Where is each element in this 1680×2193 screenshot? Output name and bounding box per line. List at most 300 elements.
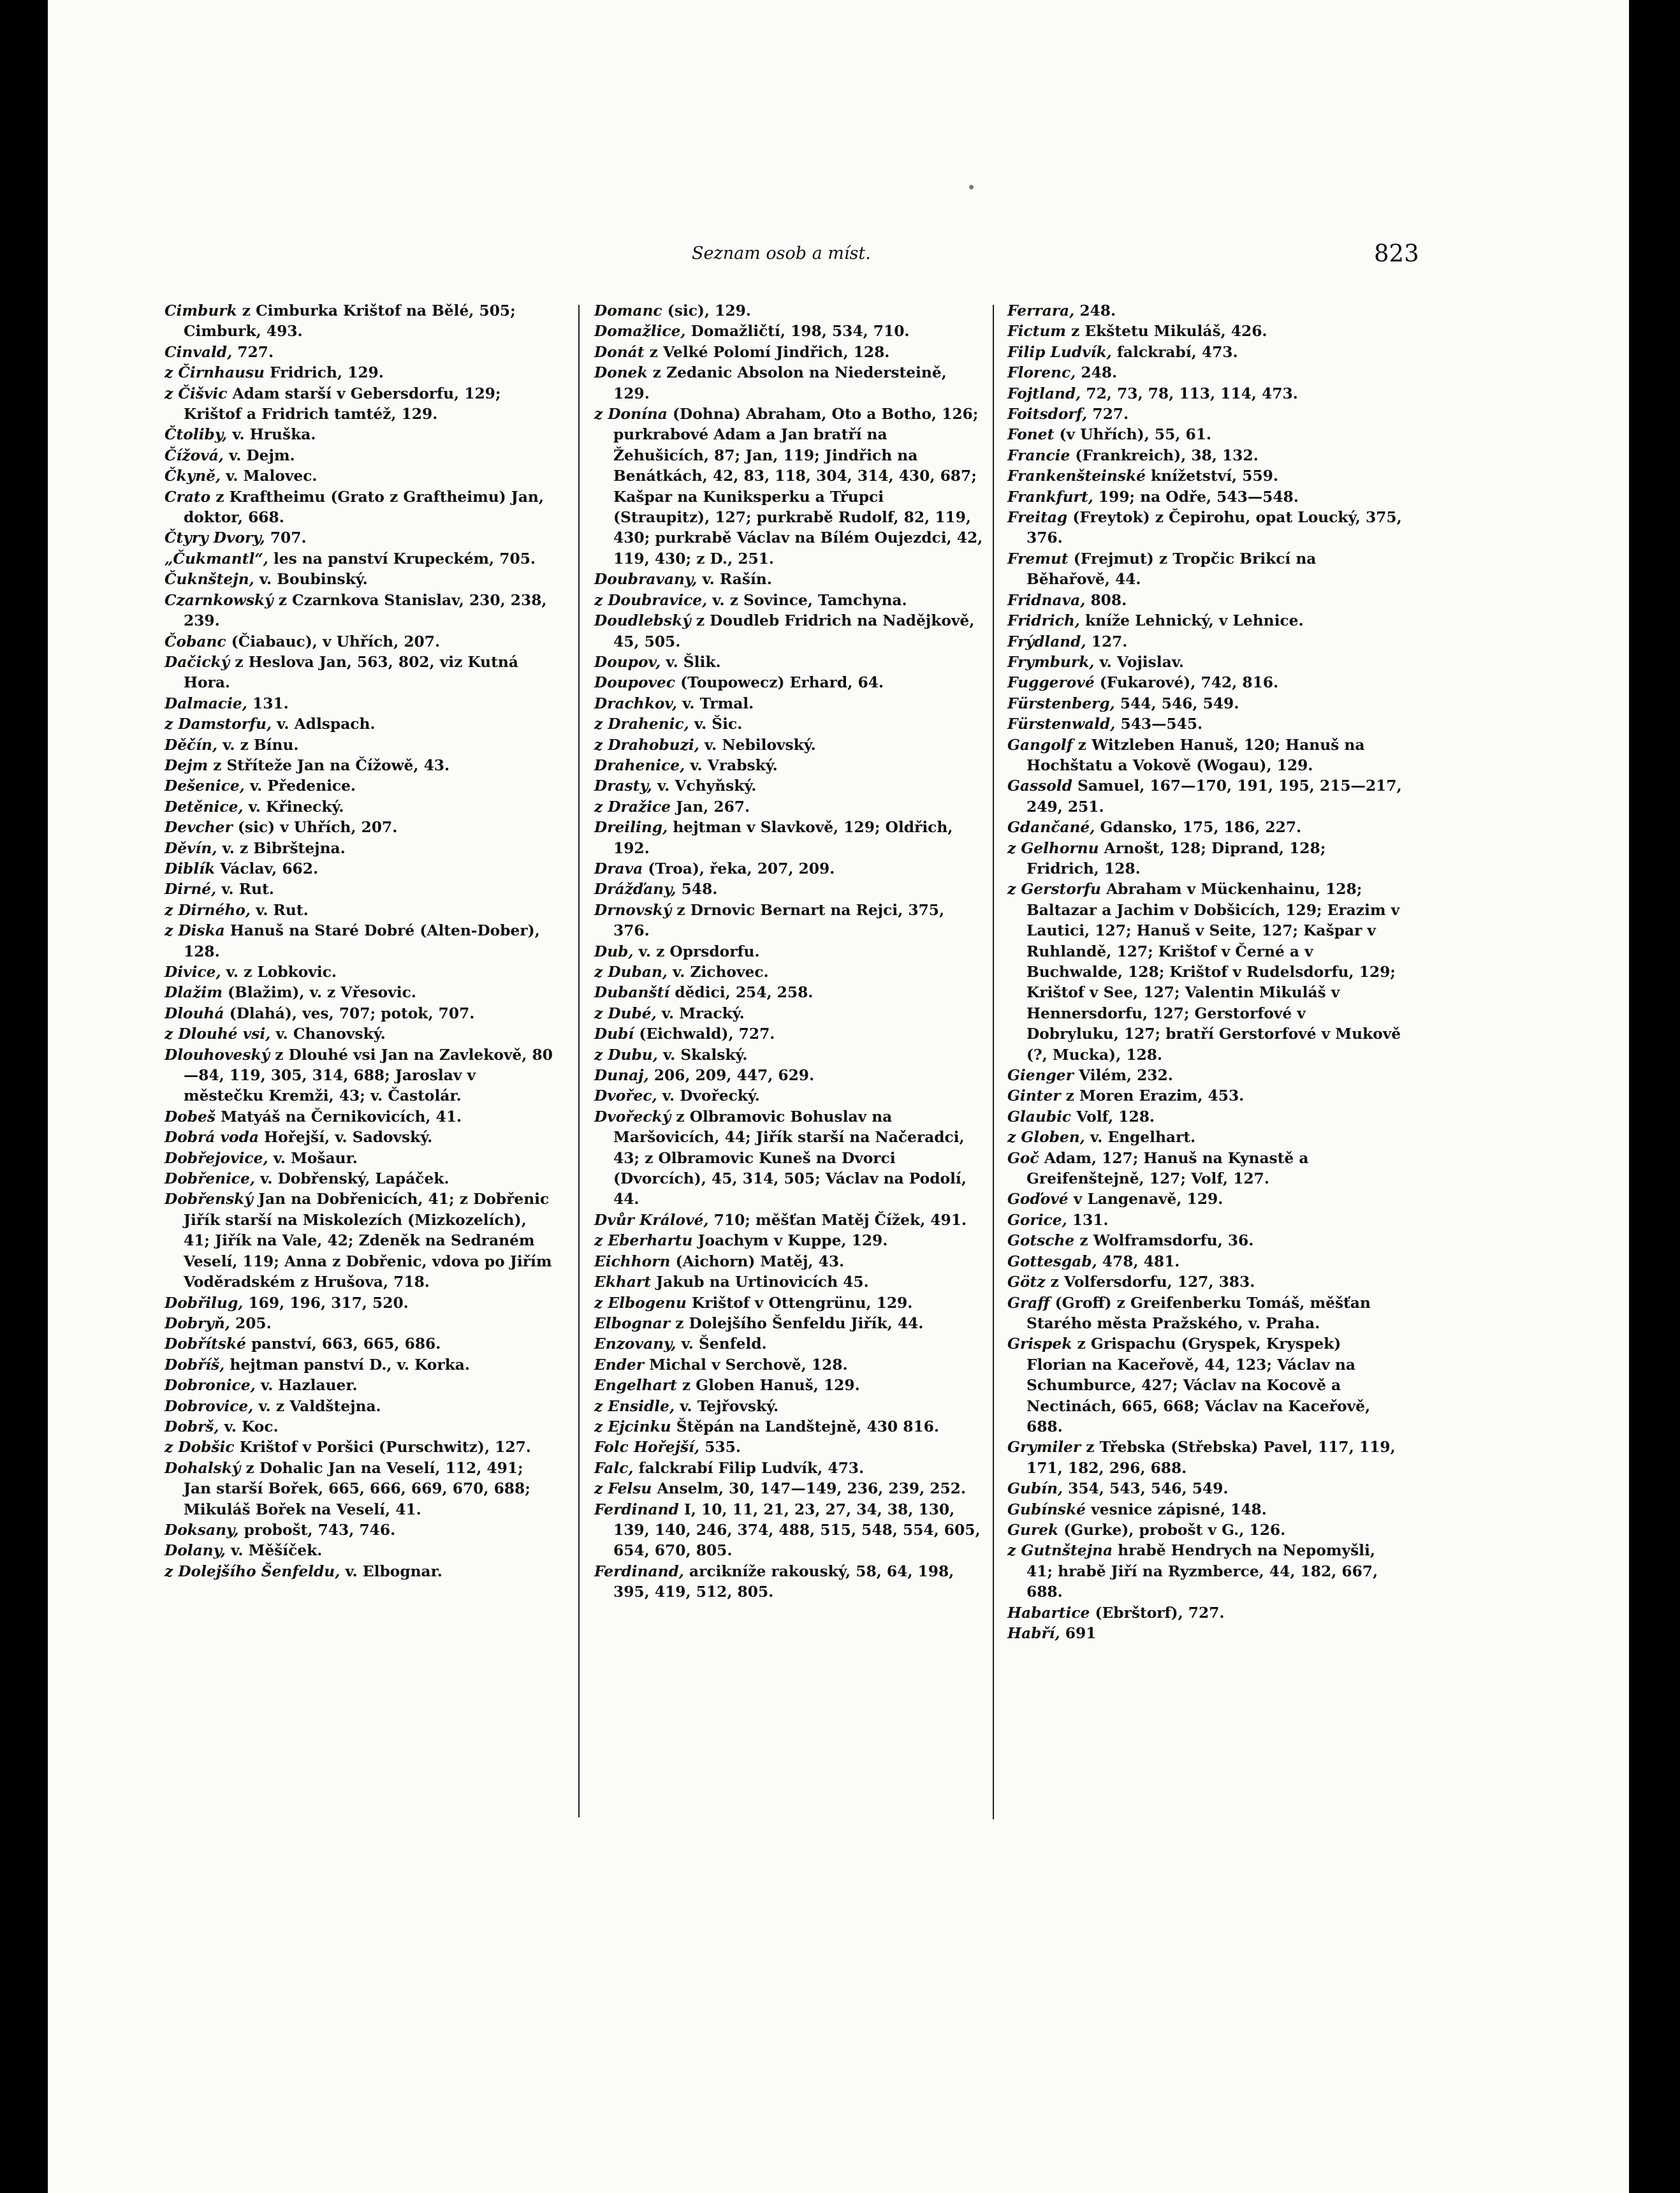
- entry-headword: Engelhart: [594, 1377, 677, 1395]
- index-entry: [164, 879, 553, 900]
- entry-references: dědici, 254, 258.: [669, 984, 814, 1002]
- entry-headword: Fictum: [1007, 323, 1066, 341]
- entry-headword: Ekhart: [594, 1273, 651, 1291]
- entry-references: v. Vchyňský.: [652, 777, 757, 795]
- entry-references: 199; na Odře, 543—548.: [1093, 488, 1299, 506]
- index-entry: [594, 1024, 983, 1045]
- index-entry: [164, 446, 553, 466]
- index-entry: [164, 921, 553, 962]
- entry-references: Krištof v Ottengrünu, 129.: [686, 1294, 913, 1312]
- entry-headword: z Donína: [594, 406, 668, 423]
- entry-headword: Drasty,: [594, 777, 652, 795]
- index-entry: [1007, 363, 1403, 383]
- entry-headword: z Dlouhé vsi,: [164, 1025, 271, 1043]
- index-entry: [164, 1004, 553, 1024]
- entry-headword: Dolany,: [164, 1542, 226, 1560]
- entry-headword: Dalmacie,: [164, 694, 247, 712]
- entry-headword: z Gerstorfu: [1007, 881, 1101, 898]
- entry-references: v. Adlspach.: [272, 715, 376, 733]
- entry-headword: Dlažim: [164, 984, 223, 1002]
- entry-references: v. Malovec.: [221, 467, 318, 485]
- entry-headword: z Elbogenu: [594, 1294, 687, 1312]
- entry-headword: Gotsche: [1007, 1232, 1075, 1250]
- index-entry: [164, 1024, 553, 1045]
- entry-headword: „Čukmantl“,: [164, 550, 268, 568]
- entry-headword: Cimburk: [164, 302, 237, 319]
- entry-references: Vilém, 232.: [1073, 1067, 1173, 1085]
- entry-references: 727.: [232, 343, 274, 361]
- entry-headword: Domažlice,: [594, 323, 686, 341]
- entry-references: v. Vrabský.: [685, 756, 778, 774]
- entry-references: (Dohna) Abraham, Oto a Botho, 126; purkrabové Adam a Jan bratří na Žehušicích, 87; Jan, 119; Jindřich na Benátkách, 42, 83, 118, 304, 314, 430, 687; Kašpar na Kuniksperku a Třupci (Straupitz), 127; purkrabě Rudolf, 82, 119, 430; purkrabě Václav na Bílém Oujezdci, 42, 119, 430; z D., 251.: [613, 406, 983, 568]
- entry-headword: Enzovany,: [594, 1335, 676, 1353]
- index-column-2: [594, 301, 983, 1603]
- entry-headword: Dvořec,: [594, 1087, 657, 1105]
- entry-references: Krištof v Poršici (Purschwitz), 127.: [234, 1439, 531, 1456]
- entry-references: z Ekštetu Mikuláš, 426.: [1065, 323, 1267, 341]
- index-entry: [164, 735, 553, 756]
- index-entry: [1007, 776, 1403, 818]
- entry-headword: Grispek: [1007, 1335, 1072, 1353]
- entry-references: 478, 481.: [1097, 1252, 1180, 1270]
- entry-references: Jan, 267.: [671, 798, 750, 816]
- index-entry: [1007, 1479, 1403, 1499]
- column-rule-right: [993, 305, 994, 1819]
- entry-references: v. Engelhart.: [1085, 1129, 1196, 1147]
- index-entry: [164, 549, 553, 569]
- index-entry: [164, 1562, 553, 1582]
- entry-headword: Dobronice,: [164, 1377, 256, 1395]
- index-entry: [164, 1541, 553, 1561]
- entry-headword: Drnovský: [594, 901, 672, 919]
- entry-references: 354, 543, 546, 549.: [1063, 1480, 1229, 1498]
- index-entry: [1007, 342, 1403, 363]
- entry-headword: Čkyně,: [164, 467, 221, 485]
- entry-headword: Doupov,: [594, 653, 661, 671]
- index-entry: [1007, 1520, 1403, 1541]
- entry-headword: Děvín,: [164, 839, 217, 857]
- entry-headword: Detěnice,: [164, 798, 244, 816]
- entry-references: z Dlouhé vsi Jan na Zavlekově, 80—84, 119, 305, 314, 688; Jaroslav v městečku Kremži, 43; v. Častolár.: [184, 1046, 553, 1105]
- entry-references: 205.: [230, 1314, 272, 1332]
- entry-headword: Dobřejovice,: [164, 1149, 268, 1167]
- index-entry: [164, 1107, 553, 1127]
- entry-references: Hanuš na Staré Dobré (Alten-Dober), 128.: [184, 922, 540, 960]
- entry-references: falckrabí Filip Ludvík, 473.: [633, 1459, 865, 1477]
- index-entry: [594, 1437, 983, 1458]
- index-entry: [164, 983, 553, 1003]
- index-entry: [164, 590, 553, 632]
- index-entry: [1007, 1293, 1403, 1335]
- entry-references: v. Rašín.: [697, 571, 772, 589]
- index-entry: [164, 1437, 553, 1458]
- index-entry: [164, 1314, 553, 1334]
- index-entry: [594, 1334, 983, 1354]
- entry-references: z Witzleben Hanuš, 120; Hanuš na Hochštatu a Vokově (Wogau), 129.: [1026, 736, 1365, 774]
- entry-references: (sic), 129.: [662, 302, 751, 319]
- entry-headword: Dub,: [594, 942, 634, 960]
- entry-references: v. Předenice.: [244, 777, 356, 795]
- index-entry: [594, 1458, 983, 1479]
- entry-headword: Drážďany,: [594, 881, 676, 898]
- entry-references: z Grispachu (Gryspek, Kryspek) Florian na Kaceřově, 44, 123; Václav na Schumburce, 427; Václav na Kocově a Nectinách, 665, 668; Václav na Kaceřově, 688.: [1026, 1335, 1371, 1435]
- running-head: Seznam osob a míst.: [692, 244, 871, 263]
- index-entry: [164, 797, 553, 818]
- entry-headword: Ender: [594, 1356, 645, 1374]
- entry-references: (Eichwald), 727.: [634, 1025, 775, 1043]
- entry-references: kníže Lehnický, v Lehnice.: [1079, 612, 1304, 630]
- entry-references: v. Dobřenský, Lapáček.: [255, 1170, 449, 1188]
- index-entry: [164, 962, 553, 983]
- index-entry: [1007, 384, 1403, 404]
- entry-headword: z Eberhartu: [594, 1232, 693, 1250]
- entry-references: 707.: [265, 529, 307, 547]
- index-entry: [164, 859, 553, 879]
- entry-headword: Czarnkowský: [164, 591, 274, 609]
- index-entry: [164, 652, 553, 694]
- index-entry: [164, 425, 553, 445]
- entry-headword: z Gelhornu: [1007, 839, 1099, 857]
- index-entry: [1007, 1603, 1403, 1624]
- entry-headword: Dubanští: [594, 984, 670, 1002]
- entry-references: 535.: [699, 1439, 741, 1456]
- entry-references: 248.: [1076, 364, 1118, 382]
- entry-headword: Dešenice,: [164, 777, 245, 795]
- entry-headword: z Dubu,: [594, 1046, 658, 1064]
- entry-references: v. Rut.: [251, 901, 309, 919]
- entry-headword: Elbognar: [594, 1314, 671, 1332]
- entry-headword: Donát: [594, 343, 645, 361]
- index-entry: [594, 301, 983, 321]
- entry-headword: Ferdinand,: [594, 1562, 684, 1580]
- entry-references: hrabě Hendrych na Nepomyšli, 41; hrabě Jiří na Ryzmberce, 44, 182, 667, 688.: [1026, 1542, 1378, 1601]
- entry-references: panství, 663, 665, 686.: [246, 1335, 441, 1353]
- entry-headword: Děčín,: [164, 736, 218, 754]
- entry-headword: Dobrovice,: [164, 1397, 254, 1415]
- entry-headword: Graff: [1007, 1294, 1050, 1312]
- index-entry: [594, 859, 983, 879]
- entry-headword: Dvůr Králové,: [594, 1211, 709, 1229]
- entry-headword: z Čišvic: [164, 385, 228, 402]
- index-entry: [1007, 508, 1403, 549]
- index-entry: [594, 879, 983, 900]
- index-entry: [1007, 1148, 1403, 1190]
- entry-references: v. Mracký.: [656, 1004, 745, 1022]
- entry-headword: Divice,: [164, 964, 221, 981]
- index-entry: [1007, 1272, 1403, 1293]
- entry-references: v. Měšíček.: [226, 1542, 323, 1560]
- entry-headword: Doupovec: [594, 674, 676, 692]
- entry-headword: Dirné,: [164, 881, 217, 898]
- index-entry: [594, 404, 983, 569]
- entry-headword: Fuggerové: [1007, 674, 1095, 692]
- index-entry: [1007, 1624, 1403, 1644]
- entry-references: v. Chanovský.: [270, 1025, 386, 1043]
- index-entry: [164, 632, 553, 652]
- entry-headword: z Dobšic: [164, 1439, 235, 1456]
- entry-references: v. Koc.: [219, 1418, 279, 1435]
- entry-references: v. Skalský.: [657, 1046, 748, 1064]
- entry-references: 544, 546, 549.: [1114, 694, 1239, 712]
- entry-references: (Frejmut) z Tropčic Brikcí na Běhařově, 44.: [1026, 550, 1317, 589]
- index-entry: [164, 1148, 553, 1169]
- stray-ink-dot: [969, 185, 974, 189]
- entry-references: v. Vojislav.: [1094, 653, 1185, 671]
- entry-references: v. z Sovince, Tamchyna.: [707, 591, 907, 609]
- index-entry: [594, 1417, 983, 1437]
- entry-references: 710; měšťan Matěj Čížek, 491.: [708, 1211, 967, 1229]
- entry-headword: Filip Ludvík,: [1007, 343, 1112, 361]
- entry-headword: z Ensidle,: [594, 1397, 675, 1415]
- entry-references: (Dlahá), ves, 707; potok, 707.: [224, 1004, 475, 1022]
- index-entry: [594, 797, 983, 818]
- index-entry: [1007, 321, 1403, 342]
- entry-headword: Domanc: [594, 302, 662, 319]
- entry-references: Anselm, 30, 147—149, 236, 239, 252.: [652, 1480, 966, 1498]
- index-entry: [594, 1293, 983, 1314]
- entry-headword: Folc Hořejší,: [594, 1439, 700, 1456]
- index-entry: [594, 1107, 983, 1210]
- entry-headword: Eichhorn: [594, 1252, 671, 1270]
- entry-headword: Falc,: [594, 1459, 634, 1477]
- index-entry: [594, 776, 983, 796]
- entry-references: z Heslova Jan, 563, 802, viz Kutná Hora.: [184, 653, 518, 692]
- entry-headword: Devcher: [164, 819, 233, 837]
- index-entry: [594, 1086, 983, 1106]
- entry-headword: z Drahobuzi,: [594, 736, 699, 754]
- entry-headword: Čížová,: [164, 446, 224, 464]
- index-entry: [594, 1397, 983, 1417]
- entry-headword: Gangolf: [1007, 736, 1073, 754]
- entry-headword: Gienger: [1007, 1067, 1074, 1085]
- index-entry: [1007, 590, 1403, 611]
- index-entry: [164, 714, 553, 735]
- entry-references: (Gurke), probošt v G., 126.: [1058, 1521, 1286, 1539]
- entry-references: Arnošt, 128; Diprand, 128; Fridrich, 128.: [1026, 839, 1326, 877]
- index-entry: [1007, 1334, 1403, 1437]
- entry-headword: Dejm: [164, 756, 208, 774]
- entry-references: Hořejší, v. Sadovský.: [258, 1129, 433, 1147]
- index-entry: [1007, 839, 1403, 880]
- entry-headword: Frankfurt,: [1007, 488, 1093, 506]
- index-entry: [594, 983, 983, 1003]
- index-entry: [164, 1127, 553, 1148]
- index-entry: [164, 1189, 553, 1293]
- entry-headword: Fridnava,: [1007, 591, 1086, 609]
- index-entry: [594, 363, 983, 404]
- entry-headword: Dobřítské: [164, 1335, 246, 1353]
- entry-headword: Frankenšteinské: [1007, 467, 1146, 485]
- entry-headword: Foitsdorf,: [1007, 406, 1088, 423]
- entry-references: v. Elbognar.: [340, 1562, 442, 1580]
- entry-headword: Drava: [594, 860, 643, 877]
- index-entry: [594, 1375, 983, 1396]
- entry-references: z Moren Erazim, 453.: [1060, 1087, 1245, 1105]
- index-entry: [594, 818, 983, 859]
- entry-headword: Gurek: [1007, 1521, 1059, 1539]
- entry-references: z Dolejšího Šenfeldu Jiřík, 44.: [670, 1314, 924, 1332]
- entry-references: vesnice zápisné, 148.: [1086, 1500, 1267, 1518]
- entry-references: v. z Valdštejna.: [253, 1397, 381, 1415]
- entry-headword: Fürstenwald,: [1007, 715, 1116, 733]
- entry-headword: z Dolejšího Šenfeldu,: [164, 1562, 340, 1580]
- index-entry: [1007, 549, 1403, 590]
- index-entry: [164, 1293, 553, 1314]
- index-entry: [594, 321, 983, 342]
- page-number: 823: [1374, 240, 1419, 267]
- entry-references: Adam, 127; Hanuš na Kynastě a Greifenštejně, 127; Volf, 127.: [1026, 1149, 1309, 1188]
- entry-headword: Fonet: [1007, 426, 1055, 444]
- index-entry: [1007, 1127, 1403, 1148]
- entry-headword: Drachkov,: [594, 694, 678, 712]
- entry-references: Volf, 128.: [1071, 1108, 1155, 1126]
- entry-headword: Fürstenberg,: [1007, 694, 1115, 712]
- entry-references: v. Šic.: [689, 715, 743, 733]
- entry-references: (Troa), řeka, 207, 209.: [643, 860, 835, 877]
- index-entry: [594, 1562, 983, 1603]
- index-entry: [594, 1272, 983, 1293]
- entry-headword: Fremut: [1007, 550, 1069, 568]
- entry-references: Štěpán na Landštejně, 430 816.: [671, 1418, 939, 1435]
- index-entry: [594, 1355, 983, 1375]
- entry-references: v. Trmal.: [677, 694, 754, 712]
- entry-headword: Dobrš,: [164, 1418, 219, 1435]
- index-entry: [594, 1045, 983, 1066]
- entry-headword: z Čirnhausu: [164, 364, 265, 382]
- entry-headword: Dobryň,: [164, 1314, 230, 1332]
- index-entry: [1007, 694, 1403, 714]
- entry-references: v. z Bínu.: [217, 736, 299, 754]
- index-entry: [594, 694, 983, 714]
- entry-references: Adam starší v Gebersdorfu, 129; Krištof a Fridrich tamtéž, 129.: [184, 385, 501, 423]
- index-entry: [164, 487, 553, 529]
- entry-references: 127.: [1086, 633, 1128, 650]
- entry-references: 548.: [676, 881, 718, 898]
- entry-headword: z Diska: [164, 922, 225, 940]
- entry-headword: Diblík: [164, 860, 215, 877]
- entry-references: Jakub na Urtinovicích 45.: [650, 1273, 869, 1291]
- index-entry: [1007, 1252, 1403, 1272]
- index-entry: [594, 652, 983, 673]
- entry-references: (Freytok) z Čepirohu, opat Loucký, 375, 376.: [1026, 509, 1402, 547]
- entry-headword: Dobřenský: [164, 1191, 253, 1208]
- index-entry: [1007, 404, 1403, 425]
- index-entry: [594, 1252, 983, 1272]
- index-entry: [164, 776, 553, 796]
- entry-references: 808.: [1085, 591, 1127, 609]
- entry-headword: z Dirného,: [164, 901, 251, 919]
- entry-references: v. Mošaur.: [268, 1149, 358, 1167]
- entry-headword: Dohalský: [164, 1459, 241, 1477]
- entry-headword: Doudlebský: [594, 612, 691, 630]
- entry-headword: Fridrich,: [1007, 612, 1080, 630]
- index-entry: [1007, 652, 1403, 673]
- entry-references: (Toupowecz) Erhard, 64.: [675, 674, 884, 692]
- entry-references: z Zedanic Absolon na Niedersteině, 129.: [613, 364, 947, 402]
- entry-headword: Frymburk,: [1007, 653, 1095, 671]
- entry-references: v. z Oprsdorfu.: [633, 942, 760, 960]
- entry-references: knížetství, 559.: [1145, 467, 1279, 485]
- entry-references: probošt, 743, 746.: [238, 1521, 396, 1539]
- entry-headword: z Drahenic,: [594, 715, 689, 733]
- column-rule-left: [578, 305, 580, 1817]
- entry-headword: Goč: [1007, 1149, 1039, 1167]
- entry-references: v. Hazlauer.: [255, 1377, 358, 1395]
- entry-headword: Goďové: [1007, 1191, 1069, 1208]
- entry-headword: Götz: [1007, 1273, 1046, 1291]
- index-entry: [164, 694, 553, 714]
- entry-headword: Ginter: [1007, 1087, 1061, 1105]
- index-entry: [1007, 879, 1403, 1066]
- index-entry: [594, 1314, 983, 1334]
- index-entry: [594, 590, 983, 611]
- entry-headword: Dubí: [594, 1025, 634, 1043]
- entry-headword: z Duban,: [594, 964, 668, 981]
- entry-headword: Čtoliby,: [164, 426, 228, 444]
- index-entry: [594, 1231, 983, 1251]
- entry-headword: Dlouhá: [164, 1004, 224, 1022]
- entry-references: (Aichorn) Matěj, 43.: [670, 1252, 845, 1270]
- entry-references: 72, 73, 78, 113, 114, 473.: [1081, 385, 1298, 402]
- index-entry: [594, 342, 983, 363]
- index-entry: [594, 962, 983, 983]
- entry-headword: Dreiling,: [594, 819, 668, 837]
- entry-references: z Stříteže Jan na Čížowě, 43.: [208, 756, 450, 774]
- entry-headword: Dobřenice,: [164, 1170, 256, 1188]
- index-entry: [1007, 1210, 1403, 1231]
- index-entry: [594, 735, 983, 756]
- entry-headword: z Ejcinku: [594, 1418, 671, 1435]
- entry-references: (Čiabauc), v Uhřích, 207.: [226, 633, 441, 650]
- entry-headword: Gubínské: [1007, 1500, 1086, 1518]
- index-entry: [1007, 446, 1403, 466]
- entry-references: les na panství Krupeckém, 705.: [268, 550, 536, 568]
- entry-references: v. Hruška.: [227, 426, 316, 444]
- index-entry: [1007, 818, 1403, 838]
- index-entry: [164, 1397, 553, 1417]
- entry-references: z Olbramovic Bohuslav na Maršovicích, 44; Jiřík starší na Načeradci, 43; z Olbramovic Kuneš na Dvorci (Dvorcích), 45, 314, 505; Václav na Podolí, 44.: [613, 1108, 967, 1208]
- index-entry: [1007, 466, 1403, 487]
- entry-headword: Čobanc: [164, 633, 226, 650]
- entry-references: z Globen Hanuš, 129.: [676, 1377, 860, 1395]
- entry-headword: Ferdinand: [594, 1500, 679, 1518]
- index-entry: [1007, 1500, 1403, 1520]
- entry-references: v. Dejm.: [223, 446, 295, 464]
- index-entry: [1007, 487, 1403, 508]
- entry-references: v. Boubinský.: [254, 571, 368, 589]
- entry-headword: z Dubé,: [594, 1004, 657, 1022]
- entry-references: (sic) v Uhřích, 207.: [232, 819, 398, 837]
- entry-references: 131.: [1067, 1211, 1109, 1229]
- entry-references: z Czarnkova Stanislav, 230, 238, 239.: [184, 591, 547, 630]
- entry-references: Abraham v Mückenhainu, 128; Baltazar a Jachim v Dobšicích, 129; Erazim v Lautici, 127; Hanuš v Seite, 127; Kašpar v Ruhlandě, 127; Krištof v Černé a v Buchwalde, 128; Krištof v Rudelsdorfu, 129; Krištof v See, 127; Valentin Mikuláš v Hennersdorfu, 127; Gerstorfové v Dobryluku, 127; bratří Gerstorfové v Mukově (?, Mucka), 128.: [1026, 881, 1401, 1064]
- entry-references: v. Dvořecký.: [657, 1087, 760, 1105]
- entry-references: Matyáš na Černikovicích, 41.: [215, 1108, 462, 1126]
- entry-headword: Dobeš: [164, 1108, 215, 1126]
- entry-headword: Glaubic: [1007, 1108, 1072, 1126]
- index-entry: [1007, 611, 1403, 631]
- index-entry: [594, 756, 983, 776]
- entry-headword: Drahenice,: [594, 756, 685, 774]
- entry-headword: Cinvald,: [164, 343, 233, 361]
- entry-references: z Velké Polomí Jindřich, 128.: [644, 343, 890, 361]
- entry-headword: Crato: [164, 488, 211, 506]
- entry-references: 169, 196, 317, 520.: [243, 1294, 409, 1312]
- index-entry: [1007, 301, 1403, 321]
- index-entry: [594, 1210, 983, 1231]
- index-entry: [164, 1417, 553, 1437]
- entry-references: (v Uhřích), 55, 61.: [1054, 426, 1212, 444]
